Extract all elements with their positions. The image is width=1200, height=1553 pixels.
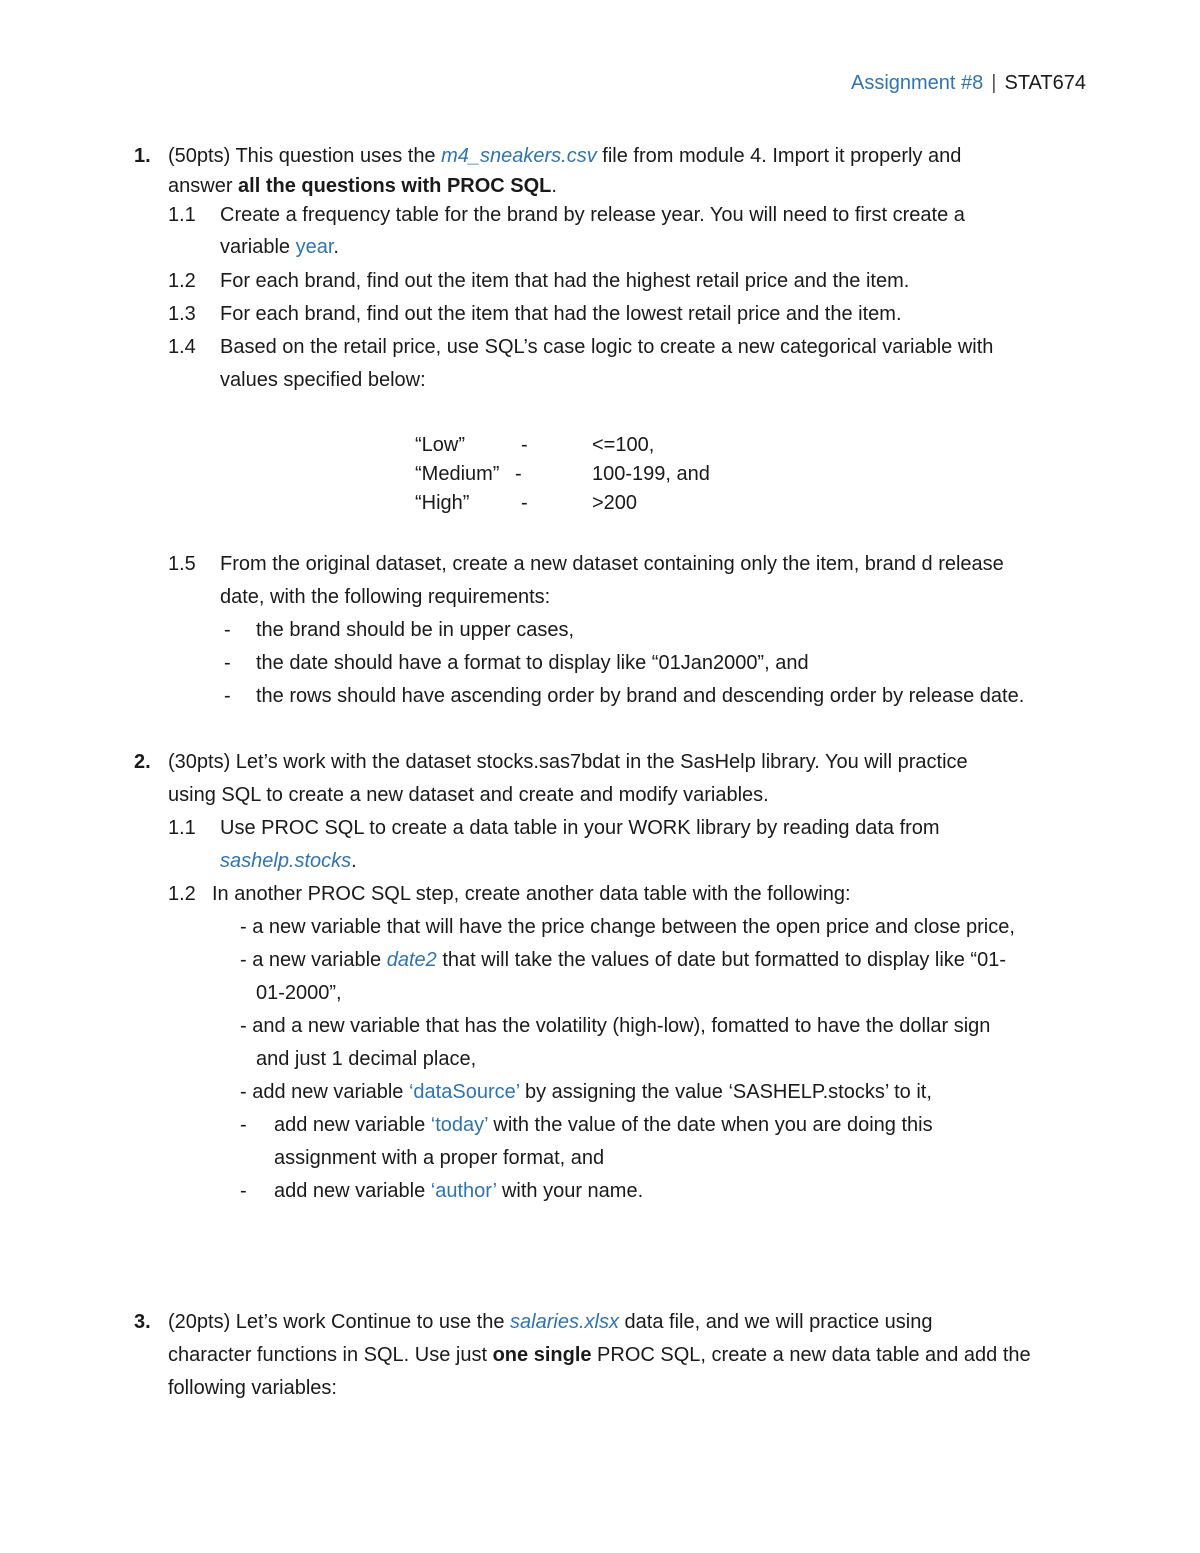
file-name: salaries.xlsx <box>510 1311 619 1333</box>
bullet-text <box>274 1180 643 1203</box>
category-value: >200 <box>592 492 638 514</box>
subquestion-text: date, with the following requirements: <box>220 586 551 608</box>
bullet-text: and just 1 decimal place, <box>256 1048 477 1070</box>
bullet-text: the rows should have ascending order by brand and descending order by release date. <box>256 685 1025 707</box>
text-run: (20pts) Let’s work Continue to use the <box>168 1311 511 1333</box>
subquestion-text: Based on the retail price, use SQL’s case logic to create a new categorical variable with <box>220 336 994 358</box>
subquestion-text: Use PROC SQL to create a data table in your WORK library by reading data from <box>220 817 940 839</box>
bullet-text: assignment with a proper format, and <box>274 1147 605 1169</box>
question-text: (30pts) Let’s work with the dataset stocks.sas7bdat in the SasHelp library. You will practice <box>168 751 968 773</box>
text-run: answer <box>168 175 239 197</box>
bullet-dash: - <box>240 1114 247 1136</box>
text-run: . <box>351 850 357 872</box>
text-run: - add new variable <box>240 1081 409 1103</box>
subquestion-text: In another PROC SQL step, create another data table with the following: <box>212 883 851 905</box>
category-dash: - <box>521 492 528 514</box>
subquestion-number: 1.2 <box>168 270 196 292</box>
subquestion-number: 1.4 <box>168 336 196 358</box>
subquestion-text: For each brand, find out the item that had the lowest retail price and the item. <box>220 303 902 325</box>
subquestion-number: 1.1 <box>168 204 196 226</box>
assignment-title: Assignment #8 <box>850 72 984 94</box>
text-run: PROC SQL, create a new data table and add the <box>591 1344 1031 1366</box>
category-label: “High” <box>415 492 470 514</box>
subquestion-text: For each brand, find out the item that had the highest retail price and the item. <box>220 270 910 292</box>
bullet-dash: - <box>224 619 231 641</box>
file-name: m4_sneakers.csv <box>441 145 597 167</box>
subquestion-text <box>220 850 357 873</box>
text-run: - a new variable <box>240 949 387 971</box>
variable-name: ‘today’ <box>430 1114 488 1136</box>
subquestion-text: From the original dataset, create a new dataset containing only the item, brand d release <box>220 553 1004 575</box>
bullet-dash: - <box>240 1180 247 1202</box>
bullet-dash: - <box>224 652 231 674</box>
dataset-name: sashelp.stocks <box>220 850 352 872</box>
subquestion-number: 1.1 <box>168 817 196 839</box>
variable-name: year <box>295 236 334 258</box>
header-separator: | <box>991 72 997 94</box>
text-run: file from module 4. Import it properly and <box>596 145 962 167</box>
text-run: . <box>551 175 557 197</box>
text-run: add new variable <box>274 1114 431 1136</box>
subquestion-number: 1.3 <box>168 303 196 325</box>
page-header <box>851 72 1086 95</box>
category-label: “Medium” <box>415 463 500 485</box>
question-number: 2. <box>134 751 151 773</box>
subquestion-text <box>220 236 339 259</box>
variable-name: ‘author’ <box>430 1180 497 1202</box>
bullet-text: - and a new variable that has the volatility (high-low), fomatted to have the dollar sign <box>240 1015 991 1037</box>
text-run: add new variable <box>274 1180 431 1202</box>
category-dash: - <box>521 434 528 456</box>
variable-name: date2 <box>386 949 437 971</box>
text-run: data file, and we will practice using <box>618 1311 933 1333</box>
category-value: 100-199, and <box>592 463 710 485</box>
bullet-text: - a new variable that will have the price change between the open price and close price, <box>240 916 1015 938</box>
bullet-text: the date should have a format to display like “01Jan2000”, and <box>256 652 809 674</box>
question-number: 1. <box>134 145 151 167</box>
text-run: variable <box>220 236 296 258</box>
text-run: that will take the values of date but formatted to display like “01- <box>436 949 1007 971</box>
category-dash: - <box>515 463 522 485</box>
emphasis: all the questions with PROC SQL <box>238 175 552 197</box>
course-code: STAT674 <box>1004 72 1086 94</box>
question-number: 3. <box>134 1311 151 1333</box>
subquestion-text: Create a frequency table for the brand by release year. You will need to first create a <box>220 204 965 226</box>
emphasis: one single <box>492 1344 592 1366</box>
category-label: “Low” <box>415 434 466 456</box>
question-text <box>168 1344 1031 1367</box>
variable-name: ‘dataSource’ <box>408 1081 520 1103</box>
subquestion-number: 1.5 <box>168 553 196 575</box>
bullet-dash: - <box>224 685 231 707</box>
text-run: (50pts) This question uses the <box>168 145 442 167</box>
bullet-text <box>240 949 1006 972</box>
question-text <box>168 175 557 198</box>
question-text: following variables: <box>168 1377 337 1399</box>
bullet-text: the brand should be in upper cases, <box>256 619 574 641</box>
question-text <box>168 1311 932 1334</box>
question-text: using SQL to create a new dataset and create and modify variables. <box>168 784 769 806</box>
subquestion-number: 1.2 <box>168 883 196 905</box>
text-run: with your name. <box>496 1180 644 1202</box>
bullet-text: 01-2000”, <box>256 982 342 1004</box>
text-run: . <box>333 236 339 258</box>
text-run: by assigning the value ‘SASHELP.stocks’ to it, <box>519 1081 932 1103</box>
subquestion-text: values specified below: <box>220 369 426 391</box>
category-value: <=100, <box>592 434 655 456</box>
text-run: character functions in SQL. Use just <box>168 1344 493 1366</box>
bullet-text <box>240 1081 932 1104</box>
question-text <box>168 145 961 168</box>
text-run: with the value of the date when you are doing this <box>487 1114 933 1136</box>
bullet-text <box>274 1114 933 1137</box>
